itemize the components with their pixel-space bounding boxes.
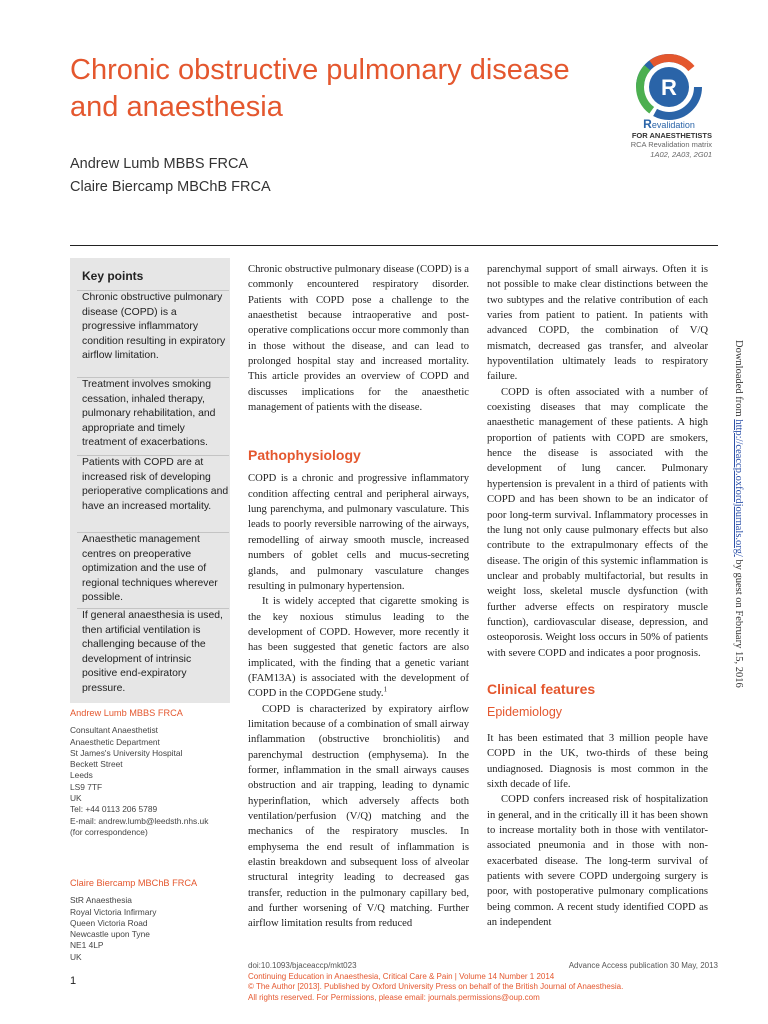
affiliation-line: LS9 7TF [70, 781, 103, 792]
affiliation-line: Beckett Street [70, 759, 123, 770]
body-paragraph-text: It is widely accepted that cigarette smoking is the key noxious stimulus leading to the development of COPD. However, more recently it has been suggested that genetic factors are also implicated, with the finding that a genetic variant (FAM13A) is associated with the development of COPD in the COPDGene study. [248, 596, 469, 700]
subsection-heading-epidemiology: Epidemiology [487, 704, 563, 719]
page-number: 1 [70, 975, 77, 987]
author-affiliation [70, 708, 240, 838]
body-paragraph: COPD confers increased risk of hospitalization in general, and in the critically ill it has been shown to increase mortality both in those with ventilator-associated pneumonia and in those with non-exacerbated disease. The long-term survival of patients with severe COPD undergoing surgery is poor, with postoperative pulmonary complications being common. A recent study identified COPD as an independent [487, 794, 708, 929]
key-point-item: Anaesthetic management centres on preoperative optimization and the use of regional techniques wherever possible. [77, 532, 229, 606]
footer-doi: doi:10.1093/bjaceaccp/mkt023 [248, 961, 357, 970]
body-paragraph: COPD is characterized by expiratory airflow limitation because of a combination of small airway inflammation (obstructive bronchiolitis) and parenchymal destruction (emphysema). In the former, inflammation in the small airways causes obstruction and air trapping, leading to dynamic hyperinflation, which adversely affects both ventilation/perfusion (V/Q) matching and the mechanics of the respiratory muscles. In emphysema the end result of inflammation is elastin breakdown and subsequent loss of alveolar structural integrity leading to decreased gas transfer, reduction in the pulmonary capillary bed, and further worsening of V/Q matching. Further airflow limitation results from reduced [248, 703, 469, 930]
section-heading-clinical-features: Clinical features [487, 680, 596, 697]
affiliation-line: Consultant Anaesthetist [70, 725, 158, 736]
footer-rights: All rights reserved. For Permissions, please email: journals.permissions@oup.com [248, 992, 540, 1002]
footer-journal: Continuing Education in Anaesthesia, Critical Care & Pain | Volume 14 Number 1 2014 [248, 971, 555, 981]
section-heading-pathophysiology: Pathophysiology [248, 447, 361, 464]
footer-copyright: © The Author [2013]. Published by Oxford University Press on behalf of the British Journal of Anaesthesia. [248, 982, 624, 992]
download-stamp [733, 340, 744, 688]
affiliation-line: Leeds [70, 770, 93, 781]
footer-advance-access: Advance Access publication 30 May, 2013 [568, 961, 718, 970]
affiliation-line: Queen Victoria Road [70, 917, 148, 928]
header-divider [70, 245, 718, 246]
affiliation-author-name: Andrew Lumb MBBS FRCA [70, 708, 183, 718]
key-point-item: Chronic obstructive pulmonary disease (COPD) is a progressive inflammatory condition resulting in expiratory airflow limitation. [77, 290, 229, 364]
body-paragraph: Chronic obstructive pulmonary disease (COPD) is a commonly encountered respiratory disorder. Patients with COPD pose a challenge to the anaesthetist because intraoperative and post-operative complications occur more commonly than in those without the disease, and can lead to prolonged hospital stay and increased mortality. This article provides an overview of COPD and discusses implications for the anaesthetic management of patients with the disease. [248, 264, 469, 414]
affiliation-line: UK [70, 951, 82, 962]
revalidation-logo-icon [636, 54, 702, 120]
author-affiliation [70, 878, 240, 963]
affiliation-author-name: Claire Biercamp MBChB FRCA [70, 878, 198, 888]
article-title: Chronic obstructive pulmonary disease and anaesthesia [70, 54, 570, 123]
download-stamp-prefix: Downloaded from [733, 340, 744, 420]
key-points-heading: Key points [82, 269, 144, 283]
revalidation-logo-letter: R [661, 75, 677, 100]
affiliation-line: Newcastle upon Tyne [70, 929, 150, 940]
affiliation-line: UK [70, 793, 82, 804]
body-paragraph: COPD is often associated with a number of coexisting diseases that may complicate the anaesthetic management of these patients. A high proportion of patients with COPD are smokers, hence the disease is associated with the development of lung cancer. Pulmonary hypertension is prevalent in a third of patients with COPD and has been shown to be an indicator of poor long-term survival. Inflammatory processes in the lung not only cause pulmonary effects but also contribute to the extrapulmonary effects of the disease. The origin of this systemic inflammation is unclear and probably multifactorial, but results in weight loss, skeletal muscle dysfunction (with further adverse effects on respiratory muscle function), cardiovascular disease, depression, and osteoporosis. Weight loss occurs in 50% of patients with severe COPD and indicates a poor prognosis. [487, 386, 708, 659]
author-name: Claire Biercamp MBChB FRCA [70, 179, 271, 195]
revalidation-brand-initial: R [643, 117, 652, 131]
revalidation-brand [626, 117, 712, 131]
author-name: Andrew Lumb MBBS FRCA [70, 156, 249, 172]
affiliation-line: StR Anaesthesia [70, 895, 132, 906]
revalidation-text [626, 117, 712, 159]
affiliation-line: (for correspondence) [70, 826, 148, 837]
page-footer [248, 961, 718, 1003]
revalidation-matrix-line: RCA Revalidation matrix [630, 140, 712, 150]
citation-reference: 1 [383, 685, 388, 694]
body-paragraph [248, 594, 469, 701]
key-point-item: If general anaesthesia is used, then artificial ventilation is challenging because of the development of intrinsic positive end-expiratory pressure. [77, 608, 229, 697]
body-paragraph: It has been estimated that 3 million people have COPD in the UK, two-thirds of these being undiagnosed. Diagnosis is most common in the sixth decade of life. [487, 732, 708, 790]
key-points-box [70, 258, 230, 703]
revalidation-brand-rest: evalidation [651, 120, 695, 130]
download-stamp-suffix: by guest on February 15, 2016 [733, 556, 744, 688]
body-paragraph: parenchymal support of small airways. Often it is not possible to make clear distinctions between the two subtypes and the relative contribution of each varies from patient to patient. In patients with advanced COPD, the combination of V/Q mismatch, decreased gas transfer, and alveolar hypoventilation ultimately leads to respiratory failure. [487, 264, 708, 383]
affiliation-line: NE1 4LP [70, 940, 104, 951]
body-column-right [487, 262, 708, 930]
body-column-middle [248, 262, 469, 932]
key-point-item: Patients with COPD are at increased risk of developing perioperative complications and have an increased mortality. [77, 455, 229, 514]
author-list [70, 153, 271, 199]
affiliation-line: Royal Victoria Infirmary [70, 906, 157, 917]
affiliation-line: Anaesthetic Department [70, 736, 160, 747]
download-stamp-link[interactable]: http://ceaccp.oxfordjournals.org/ [733, 419, 744, 557]
revalidation-for-line: FOR ANAESTHETISTS [631, 130, 712, 140]
body-paragraph: COPD is a chronic and progressive inflammatory condition affecting central and peripheral airways, lung parenchyma, and pulmonary vasculature. This leads to poorly reversible narrowing of the airways, remodelling of airway smooth muscle, increased numbers of goblet cells and mucus-secreting glands, and pulmonary vasculature changes resulting in pulmonary hypertension. [248, 473, 469, 592]
affiliation-line: St James's University Hospital [70, 747, 183, 758]
revalidation-codes: 1A02, 2A03, 2G01 [650, 149, 712, 159]
affiliation-email: E-mail: andrew.lumb@leedsth.nhs.uk [70, 815, 209, 826]
key-point-item: Treatment involves smoking cessation, inhaled therapy, pulmonary rehabilitation, and appropriate and timely treatment of exacerbations. [77, 377, 229, 451]
affiliation-line: Tel: +44 0113 206 5789 [70, 804, 158, 815]
